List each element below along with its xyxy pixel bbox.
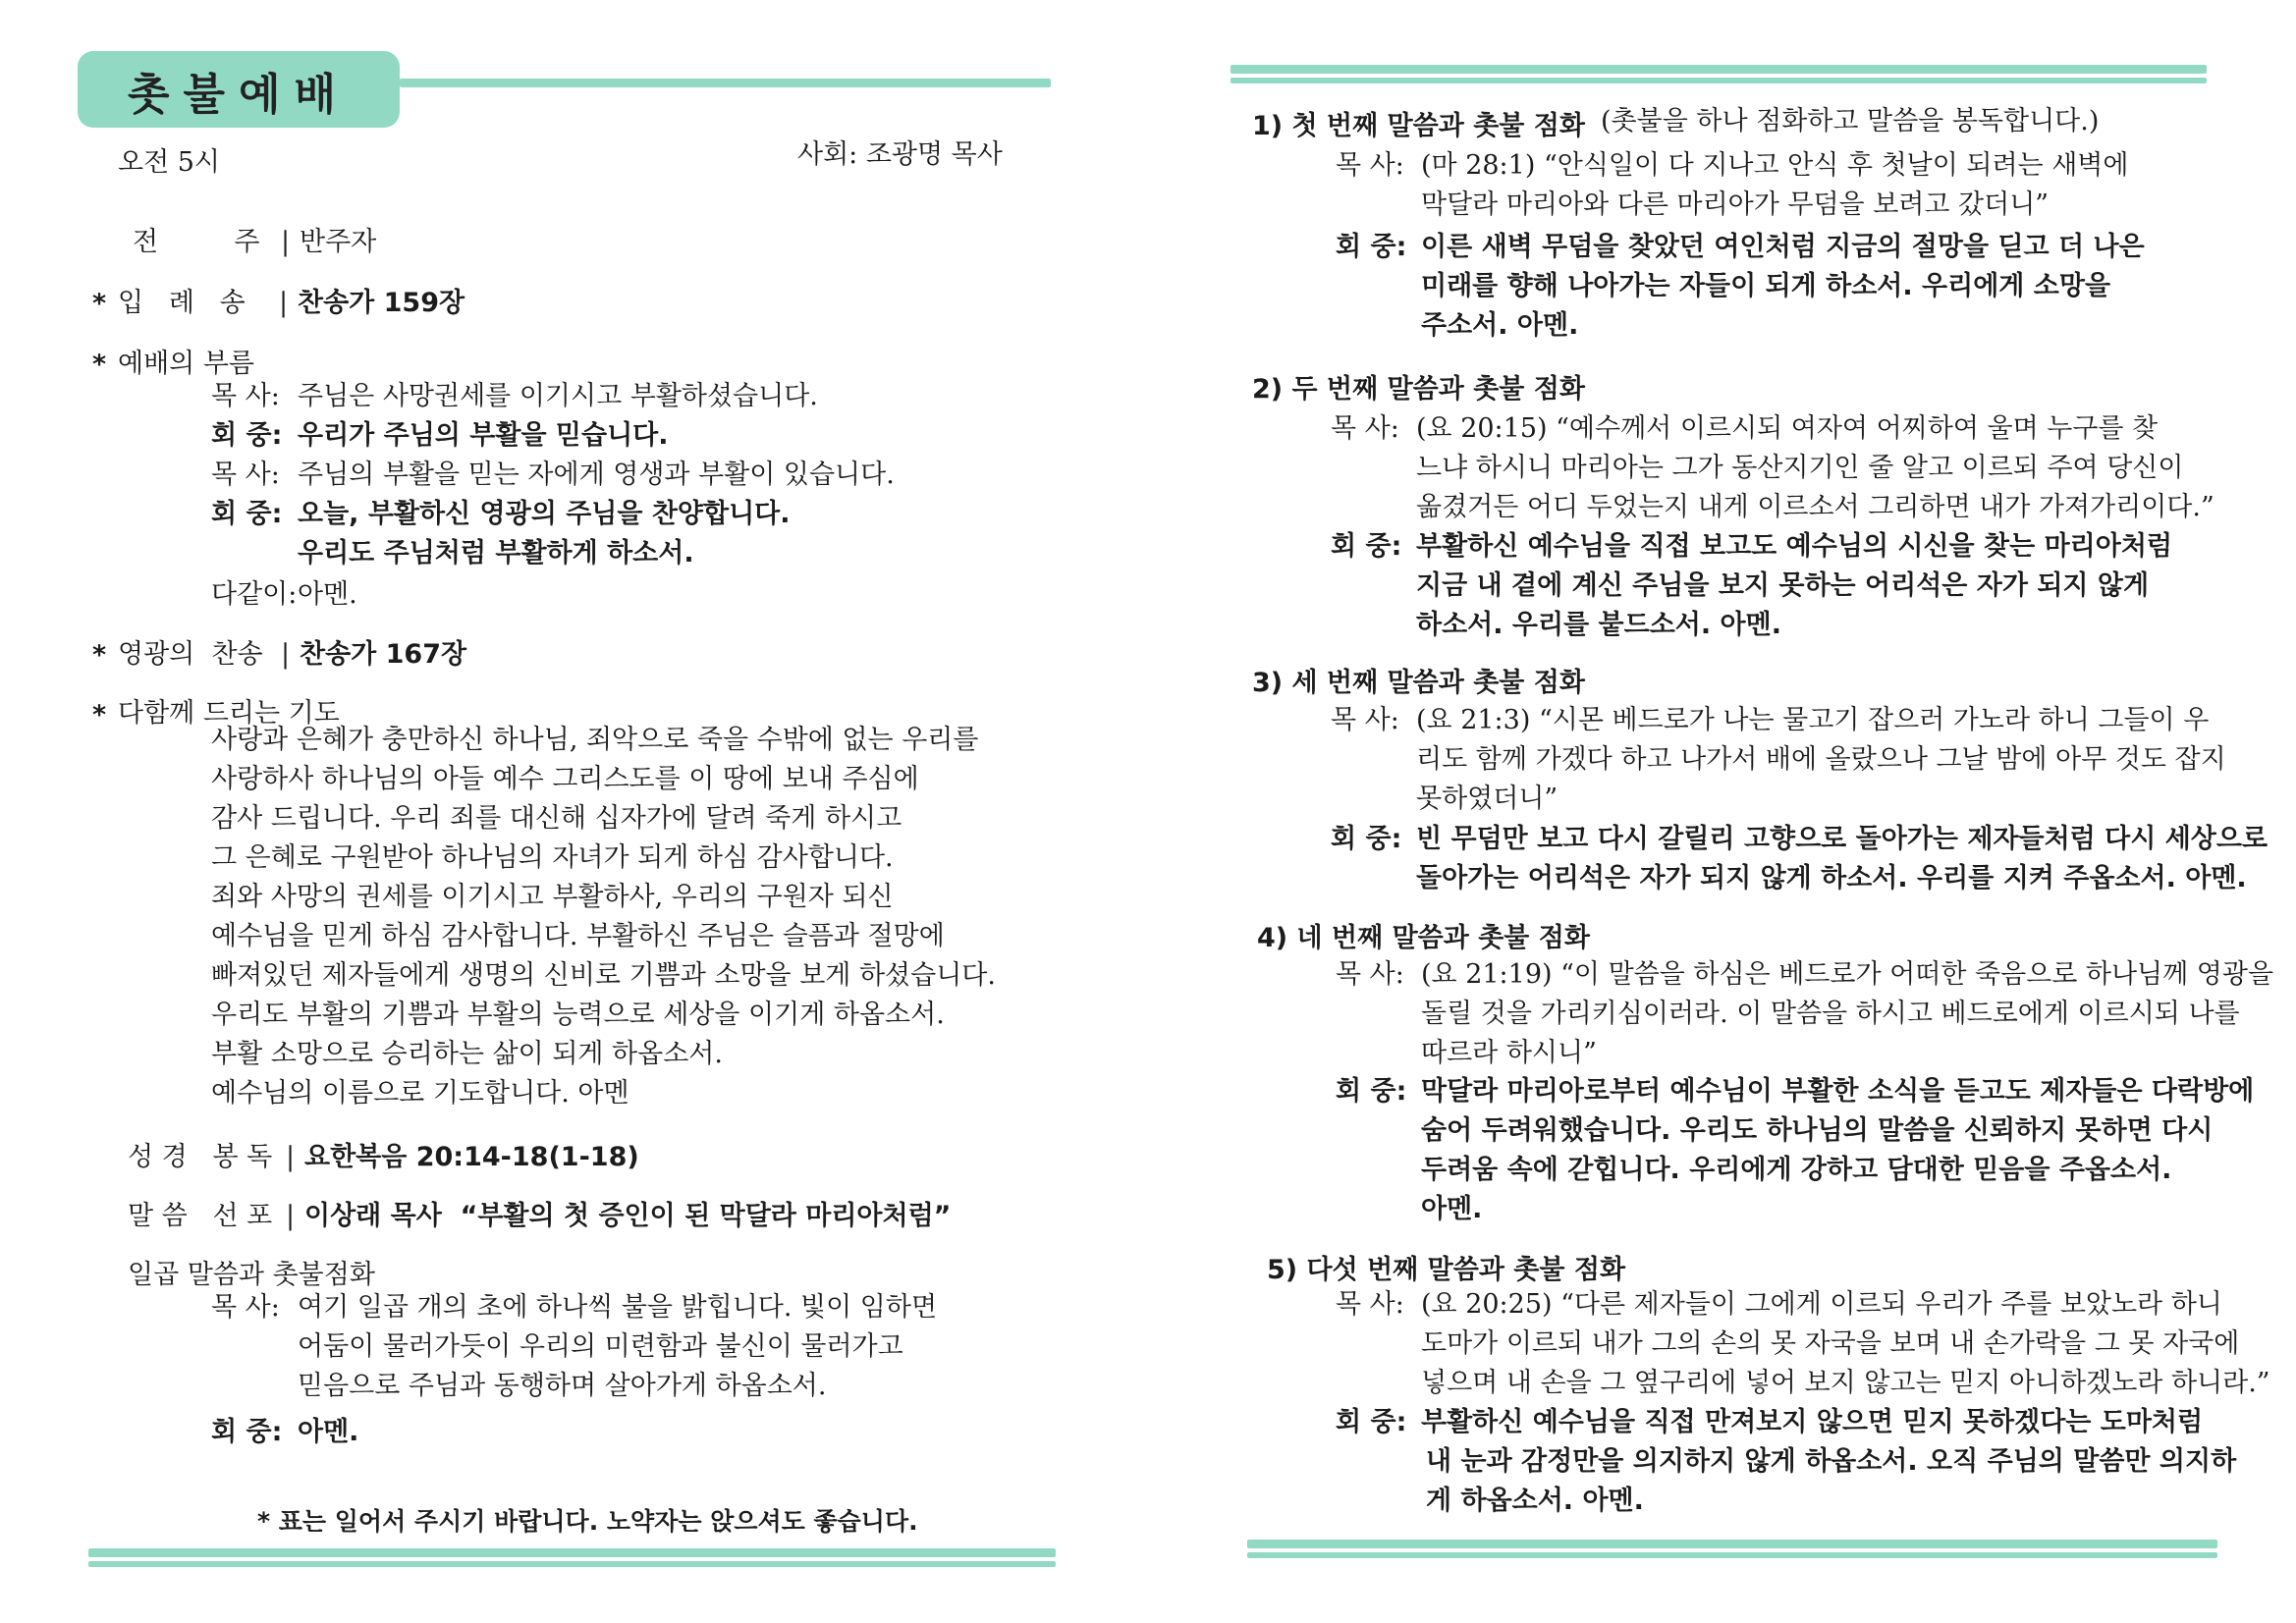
separator: |	[279, 288, 289, 318]
congregation-line: 막달라 마리아로부터 예수님이 부활한 소식을 듣고도 제자들은 다락방에	[1421, 1076, 2255, 1107]
call-who: 회 중:	[211, 499, 283, 529]
call-text: 우리도 주님처럼 부활하게 하소서.	[298, 538, 694, 568]
service-time: 오전 5시	[118, 147, 221, 178]
standing-star: *	[92, 289, 107, 319]
pastor-label: 목 사:	[1336, 1289, 1404, 1320]
congregation-line: 부활하신 예수님을 직접 보고도 예수님의 시신을 찾는 마리아처럼	[1416, 531, 2173, 562]
congregation-line: 두려움 속에 갇힙니다. 우리에게 강하고 담대한 믿음을 주옵소서.	[1421, 1155, 2172, 1185]
pastor-line: 못하였더니”	[1416, 784, 1558, 814]
congregation-line: 게 하옵소서. 아멘.	[1426, 1486, 1644, 1516]
pastor-line: 느냐 하시니 마리아는 그가 동산지기인 줄 알고 이르되 주여 당신이	[1416, 453, 2184, 483]
entrance-label: 입 례 송	[118, 288, 246, 318]
section-heading: 2) 두 번째 말씀과 촛불 점화	[1252, 374, 1585, 405]
bottom-rule-right	[1247, 1540, 2217, 1548]
footnote: * 표는 일어서 주시기 바랍니다. 노약자는 앉으셔도 좋습니다.	[257, 1507, 918, 1536]
seven-label: 일곱 말씀과 촛불점화	[128, 1260, 375, 1290]
separator: |	[286, 1201, 296, 1231]
scripture-label: 성 경 봉 독	[128, 1142, 273, 1172]
congregation-label: 회 중:	[1331, 824, 1402, 854]
section-heading: 5) 다섯 번째 말씀과 촛불 점화	[1267, 1255, 1626, 1285]
page-title: 촛불예배	[128, 70, 351, 120]
standing-star: *	[92, 350, 107, 380]
prayer-line: 우리도 부활의 기쁨과 부활의 능력으로 세상을 이기게 하옵소서.	[211, 1000, 945, 1030]
section-heading-note: (촛불을 하나 점화하고 말씀을 봉독합니다.)	[1601, 106, 2100, 136]
glory-label: 영광의 찬송	[118, 639, 263, 670]
bottom-rule-right-2	[1247, 1552, 2217, 1558]
bottom-rule-left-2	[88, 1561, 1056, 1567]
section-heading: 4) 네 번째 말씀과 촛불 점화	[1257, 923, 1590, 953]
prayer-line: 빠져있던 제자들에게 생명의 신비로 기쁨과 소망을 보게 하셨습니다.	[211, 960, 996, 991]
top-rule-left	[400, 79, 1051, 87]
prayer-line: 사랑하사 하나님의 아들 예수 그리스도를 이 땅에 보내 주심에	[211, 764, 919, 794]
section-heading: 3) 세 번째 말씀과 촛불 점화	[1252, 668, 1585, 698]
section-heading: 1) 첫 번째 말씀과 촛불 점화	[1252, 111, 1585, 141]
pastor-line: (요 21:3) “시몬 베드로가 나는 물고기 잡으러 가노라 하니 그들이 우	[1416, 705, 2210, 735]
seven-who: 목 사:	[211, 1292, 280, 1323]
congregation-line: 아멘.	[1421, 1194, 1483, 1224]
congregation-line: 돌아가는 어리석은 자가 되지 않게 하소서. 우리를 지켜 주옵소서. 아멘.	[1416, 863, 2247, 893]
congregation-label: 회 중:	[1336, 1076, 1407, 1107]
prayer-line: 그 은혜로 구원받아 하나님의 자녀가 되게 하심 감사합니다.	[211, 842, 894, 873]
sermon-label: 말 씀 선 포	[128, 1201, 273, 1231]
seven-text: 어둠이 물러가듯이 우리의 미련함과 불신이 물러가고	[298, 1331, 903, 1362]
glory-value: 찬송가 167장	[300, 639, 467, 670]
prayer-line: 죄와 사망의 권세를 이기시고 부활하사, 우리의 구원자 되신	[211, 882, 894, 912]
scripture-value: 요한복음 20:14-18(1-18)	[304, 1142, 639, 1172]
congregation-label: 회 중:	[1336, 1407, 1407, 1437]
pastor-line: (요 21:19) “이 말씀을 하심은 베드로가 어떠한 죽음으로 하나님께 영광을	[1421, 959, 2274, 990]
call-who: 목 사:	[211, 460, 280, 490]
call-text: 주님의 부활을 믿는 자에게 영생과 부활이 있습니다.	[298, 460, 895, 490]
standing-star: *	[92, 640, 107, 671]
seven-text: 아멘.	[298, 1417, 359, 1447]
pastor-line: (요 20:15) “예수께서 이르시되 여자여 어찌하여 울며 누구를 찾	[1416, 413, 2159, 444]
prelude-value: 반주자	[300, 227, 377, 257]
congregation-line: 지금 내 곁에 계신 주님을 보지 못하는 어리석은 자가 되지 않게	[1416, 570, 2150, 601]
prayer-line: 사랑과 은혜가 충만하신 하나님, 죄악으로 죽을 수밖에 없는 우리를	[211, 725, 979, 755]
top-rule-right-2	[1230, 78, 2207, 83]
congregation-line: 내 눈과 감정만을 의지하지 않게 하옵소서. 오직 주님의 말씀만 의지하	[1426, 1446, 2237, 1477]
call-label: 예배의 부름	[118, 349, 254, 379]
call-who: 다같이:	[211, 579, 298, 610]
pastor-line: 도마가 이르되 내가 그의 손의 못 자국을 보며 내 손가락을 그 못 자국에	[1421, 1328, 2240, 1359]
call-text: 우리가 주님의 부활을 믿습니다.	[298, 420, 669, 451]
separator: |	[281, 227, 291, 257]
pastor-line: 막달라 마리아와 다른 마리아가 무덤을 보려고 갔더니”	[1421, 189, 2050, 220]
sermon-value: 이상래 목사 “부활의 첫 증인이 된 막달라 마리아처럼”	[304, 1201, 952, 1231]
pastor-line: (요 20:25) “다른 제자들이 그에게 이르되 우리가 주를 보았노라 하니	[1421, 1289, 2222, 1320]
prayer-label: 다함께 드리는 기도	[118, 698, 340, 729]
pastor-line: (마 28:1) “안식일이 다 지나고 안식 후 첫날이 되려는 새벽에	[1421, 150, 2129, 181]
prayer-line: 부활 소망으로 승리하는 삶이 되게 하옵소서.	[211, 1039, 723, 1069]
pastor-line: 따르라 하시니”	[1421, 1038, 1597, 1068]
pastor-label: 목 사:	[1336, 150, 1404, 181]
prelude-label: 전 주	[133, 227, 260, 257]
seven-text: 여기 일곱 개의 초에 하나씩 불을 밝힙니다. 빛이 임하면	[298, 1292, 938, 1323]
pastor-label: 목 사:	[1331, 413, 1399, 444]
entrance-value: 찬송가 159장	[298, 288, 465, 318]
top-rule-right	[1230, 65, 2207, 74]
pastor-label: 목 사:	[1331, 705, 1399, 735]
pastor-line: 옮겼거든 어디 두었는지 내게 이르소서 그리하면 내가 가져가리이다.”	[1416, 492, 2214, 522]
congregation-line: 숨어 두려워했습니다. 우리도 하나님의 말씀을 신뢰하지 못하면 다시	[1421, 1115, 2214, 1146]
pastor-line: 넣으며 내 손을 그 옆구리에 넣어 보지 않고는 믿지 아니하겠노라 하니라.”	[1421, 1368, 2270, 1398]
prayer-line: 예수님의 이름으로 기도합니다. 아멘	[211, 1078, 629, 1109]
call-text: 주님은 사망권세를 이기시고 부활하셨습니다.	[298, 381, 818, 411]
congregation-line: 이른 새벽 무덤을 찾았던 여인처럼 지금의 절망을 딛고 더 나은	[1421, 232, 2145, 262]
congregation-line: 하소서. 우리를 붙드소서. 아멘.	[1416, 610, 1781, 640]
standing-star: *	[92, 700, 107, 730]
prayer-line: 예수님을 믿게 하심 감사합니다. 부활하신 주님은 슬픔과 절망에	[211, 921, 945, 951]
congregation-line: 빈 무덤만 보고 다시 갈릴리 고향으로 돌아가는 제자들처럼 다시 세상으로	[1416, 824, 2269, 854]
call-who: 회 중:	[211, 420, 283, 451]
bottom-rule-left	[88, 1548, 1056, 1557]
service-host: 사회: 조광명 목사	[797, 139, 1003, 170]
seven-text: 믿음으로 주님과 동행하며 살아가게 하옵소서.	[298, 1371, 827, 1401]
congregation-label: 회 중:	[1331, 531, 1402, 562]
pastor-label: 목 사:	[1336, 959, 1404, 990]
seven-who: 회 중:	[211, 1417, 283, 1447]
separator: |	[286, 1142, 296, 1172]
congregation-line: 부활하신 예수님을 직접 만져보지 않으면 믿지 못하겠다는 도마처럼	[1421, 1407, 2204, 1437]
call-text: 오늘, 부활하신 영광의 주님을 찬양합니다.	[298, 499, 791, 529]
prayer-line: 감사 드립니다. 우리 죄를 대신해 십자가에 달려 죽게 하시고	[211, 803, 902, 834]
congregation-line: 주소서. 아멘.	[1421, 310, 1579, 341]
separator: |	[281, 639, 291, 670]
pastor-line: 돌릴 것을 가리키심이러라. 이 말씀을 하시고 베드로에게 이르시되 나를	[1421, 999, 2240, 1029]
call-who: 목 사:	[211, 381, 280, 411]
call-text: 아멘.	[298, 579, 357, 610]
congregation-label: 회 중:	[1336, 232, 1407, 262]
pastor-line: 리도 함께 가겠다 하고 나가서 배에 올랐으나 그날 밤에 아무 것도 잡지	[1416, 744, 2226, 775]
congregation-line: 미래를 향해 나아가는 자들이 되게 하소서. 우리에게 소망을	[1421, 271, 2111, 301]
